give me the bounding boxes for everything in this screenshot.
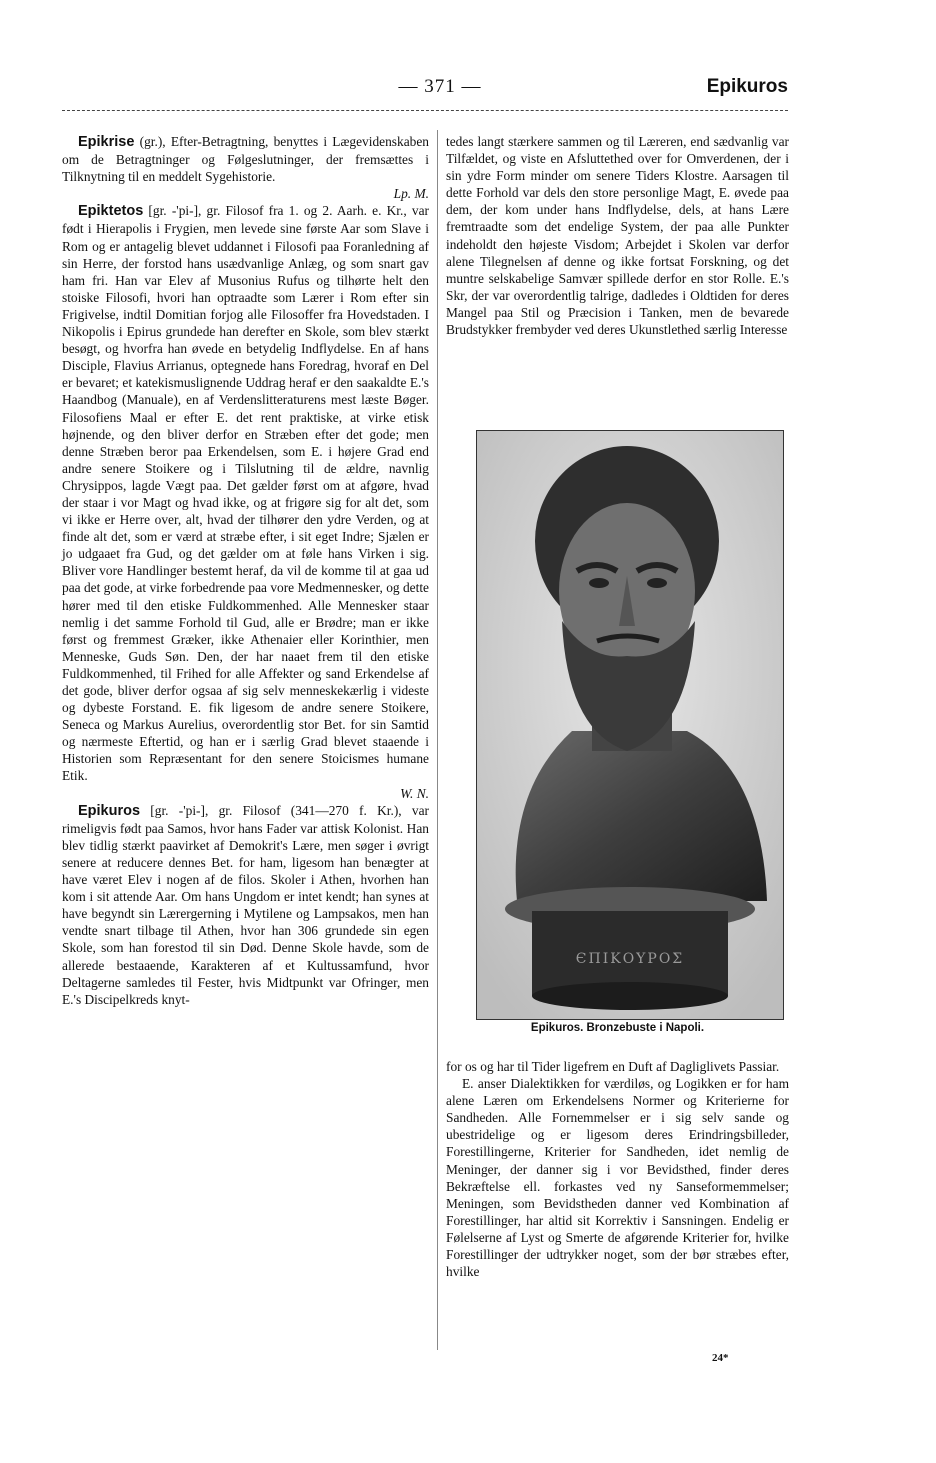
- figure-caption: Epikuros. Bronzebuste i Napoli.: [530, 1022, 705, 1034]
- printer-signature-mark: 24*: [712, 1352, 729, 1364]
- headword-epikrise: Epikrise: [78, 134, 135, 150]
- headword-epikuros: Epikuros: [78, 802, 141, 819]
- running-head: Epikuros: [706, 76, 788, 97]
- entry-epikrise: [62, 133, 429, 202]
- entry-epiktetos: [62, 202, 429, 801]
- entry-text: [gr. -'pi-], gr. Filosof fra 1. og 2. Aarh. e. Kr., var født i Hierapolis i Frygien, men levede sine første Aar som Slave i Rom og er antagelig blevet uddannet i Filosofi paa Foranledning af sin Herre, der forstod hans usædvanlige Anlæg, og som snart gav ham fri. Han var Elev af Musonius Rufus og tilhørte helt den stoiske Filosofi, hvori han optraadte som Lærer i Rom efter sin Frigivelse, indtil Domitian forjog alle Filosoffer fra Hovedstaden. I Nikopolis i Epirus grundede han derefter en Skole, som blev stærkt besøgt, og hvorfra han øvede en betydelig Indflydelse. En af hans Disciple, Flavius Arrianus, optegnede hans Foredrag, hvoraf en Del er bevaret; et katekismuslignende Uddrag heraf er den saakaldte E.'s Haandbog (Manuale), en af Verdenslitteraturens mest læste Bøger. Filosofiens Maal er efter E. det rent praktiske, at virke etisk højnende, og den bliver derfor en Stræben efter det gode; men denne Stræben beror paa Erkendelsen, som E. i højere Grad end andre senere Stoikere og i Tilslutning til de ældre, navnlig Chrysippos, lagde Vægt paa. Det gælder først om at afgøre, hvad der staar i vor Magt og hvad ikke, og at frigøre sig for alt det, som vi ikke er Herre over, alt, hvad der tilhører den ydre Verden, og at finde alt det, som er værd at stræbe efter, i sit eget Indre; Sjælen er jo udgaaet fra Gud, og det gælder om at føle hans Virken i sig. Bliver vore Handlinger bestemt heraf, da vil de komme til at gaa ud paa det gode, at virke forbedrende paa vore Medmennesker, og dette hører med til den etiske Fuldkommenhed. Alle Mennesker staar nemlig i det samme Forhold til Gud, alle er Brødre; man er ikke først og fremmest Græker, ikke Athenaier eller Korinthier, men Menneske, Guds Søn. Den, der har naaet frem til den etiske Fuldkommenhed, til Frihed for alle Affekter og sand Erkendelse af det gode, bliver derfor ogsaa af sig selv menneskekærlig i videste og dybeste Forstand. E. fik ligesom de andre senere Stoikere, Seneca og Markus Aurelius, overordentlig stor Bet. for sin Samtid og nærmeste Eftertid, og han er i særlig Grad blevet staaende i Historien som Repræsentant for den senere Stoicismes humane Etik.: [62, 203, 429, 784]
- author-signature: W. N.: [400, 785, 429, 801]
- entry-text: [gr. -'pi-], gr. Filosof (341—270 f. Kr.), var rimeligvis født paa Samos, hvor hans Fader var attisk Kolonist. Han blev tidlig stærkt paavirket af Demokrit's Lære, men søger i øvrigt senere at reducere dennes Bet. for ham, ligesom han benægter at have været Elev i nogen af de filos. Skoler i Athen, hvorhen han kom i sit attende Aar. Om hans Ungdom er intet kendt; han synes at have begyndt sin Lærergerning i Mytilene og Lampsakos, men han vendte snart tilbage til Athen, hvor han 306 grundede sin egen Skole, som han forestod til sin Død. Denne Skole havde, som de allerede bestaaende, Karakteren af et Kultussamfund, hvor Deltagerne samledes til Fester, hvis Midtpunkt var Ofringer, men E.'s Discipelkreds knyt-: [62, 802, 429, 1007]
- right-column-bottom: [446, 1058, 789, 1280]
- author-signature: Lp. M.: [393, 186, 429, 202]
- bust-photograph: [476, 430, 784, 1020]
- headword-epiktetos: Epiktetos: [78, 203, 144, 220]
- entry-text: (gr.), Efter-Betragtning, benyttes i Lægevidenskaben om de Betragtninger og Følgeslutninger, der fremsættes i Tilknytning til en meddelt Sygehistorie.: [62, 134, 429, 185]
- continued-text: tedes langt stærkere sammen og til Læreren, end sædvanlig var Tilfældet, og viste en Afsluttethed over for Omverdenen, der i sin ydre Form minder om senere Tiders Klostre. Aarsagen til dette Forhold var dels den store personlige Magt, E. øvede paa dem, der kom under hans Indflydelse, dels, at hans Lære fremtraadte som det endelige System, der paa alle Punkter indeholdt den højeste Visdom; Arbejdet i Skolen var derfor alene Tilegnelsen af denne og ikke fortsat Forskning, og det muntre selskabelige Samvær spillede derfor en stor Rolle. E.'s Skr, der var overordentlig talrige, dadledes i Oldtiden for deres Mangel paa Stil og Præcision i Tanken, men de bevarede Brudstykker frembyder ved deres Ukunstlethed særlig Interesse: [446, 134, 789, 338]
- paragraph: for os og har til Tider ligefrem en Duft af Dagliglivets Passiar.: [446, 1059, 780, 1074]
- left-column: [62, 133, 429, 1008]
- right-column-top: [446, 133, 789, 338]
- paragraph: E. anser Dialektikken for værdiløs, og Logikken er for ham alene Læren om Erkendelsens Normer og Kriterierne for Sandheden. Alle Fornemmelser er i sig selv sande og ubestridelige og er ligesom deres Erindringsbilleder, Forestillingerne, Kriterier for Sandheden, idet nemlig de Meninger, der danner sig i vor Bevidsthed, finder deres Bekræftelse ell. forkastes ved ny Sanseformemmelser; Meningen, som Bevidstheden danner ved Kombination af Forestillinger, har altid sit Korrektiv i Sansningen. Endelig er Følelserne af Lyst og Smerte de afgørende Kriterier for, hvilke Forestillinger der udtrykker noget, som der bør stræbes efter, hvilke: [446, 1076, 789, 1280]
- page-number: — 371 —: [398, 76, 482, 97]
- entry-epikuros: [62, 802, 429, 1008]
- column-divider: [437, 130, 438, 1350]
- pedestal-inscription: ЄΠΙΚΟΥΡΟΣ: [575, 951, 685, 967]
- bust-illustration: [477, 431, 783, 1019]
- header-rule: [62, 110, 788, 111]
